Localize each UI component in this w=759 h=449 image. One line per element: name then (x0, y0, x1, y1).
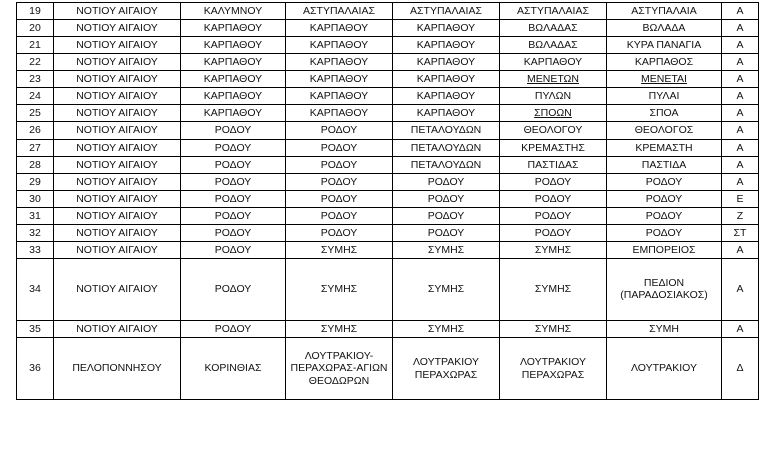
cell-settlement: ΚΡΕΜΑΣΤΗ (607, 139, 722, 156)
cell-regional-unit: ΡΟΔΟΥ (181, 156, 286, 173)
table-row (17, 338, 759, 400)
table-row (17, 105, 759, 122)
cell-index: 35 (17, 320, 54, 337)
cell-community: ΚΑΡΠΑΘΟΥ (500, 54, 607, 71)
table-row (17, 71, 759, 88)
table-row (17, 37, 759, 54)
table-row (17, 88, 759, 105)
cell-index: 21 (17, 37, 54, 54)
cell-category: Α (722, 156, 759, 173)
cell-municipal-unit: ΡΟΔΟΥ (393, 173, 500, 190)
cell-settlement: ΒΩΛΑΔΑ (607, 20, 722, 37)
cell-municipality: ΡΟΔΟΥ (286, 190, 393, 207)
cell-municipality: ΣΥΜΗΣ (286, 258, 393, 320)
cell-municipal-unit: ΚΑΡΠΑΘΟΥ (393, 20, 500, 37)
cell-municipality: ΛΟΥΤΡΑΚΙΟΥ-ΠΕΡΑΧΩΡΑΣ-ΑΓΙΩΝ ΘΕΟΔΩΡΩΝ (286, 338, 393, 400)
cell-region: ΝΟΤΙΟΥ ΑΙΓΑΙΟΥ (54, 37, 181, 54)
table-row (17, 54, 759, 71)
cell-category: Α (722, 37, 759, 54)
cell-region: ΝΟΤΙΟΥ ΑΙΓΑΙΟΥ (54, 173, 181, 190)
cell-municipality: ΚΑΡΠΑΘΟΥ (286, 71, 393, 88)
cell-settlement: ΠΕΔΙΟΝ (ΠΑΡΑΔΟΣΙΑΚΟΣ) (607, 258, 722, 320)
cell-regional-unit: ΡΟΔΟΥ (181, 139, 286, 156)
cell-settlement: ΡΟΔΟΥ (607, 190, 722, 207)
cell-municipal-unit: ΚΑΡΠΑΘΟΥ (393, 37, 500, 54)
settlements-table (16, 2, 759, 400)
cell-category: Α (722, 105, 759, 122)
cell-category: Α (722, 241, 759, 258)
cell-community: ΠΥΛΩΝ (500, 88, 607, 105)
cell-municipality: ΡΟΔΟΥ (286, 207, 393, 224)
cell-regional-unit: ΡΟΔΟΥ (181, 173, 286, 190)
cell-municipality: ΚΑΡΠΑΘΟΥ (286, 37, 393, 54)
cell-municipality: ΣΥΜΗΣ (286, 320, 393, 337)
cell-category: Α (722, 258, 759, 320)
cell-municipality: ΚΑΡΠΑΘΟΥ (286, 20, 393, 37)
cell-community: ΣΥΜΗΣ (500, 241, 607, 258)
cell-region: ΝΟΤΙΟΥ ΑΙΓΑΙΟΥ (54, 3, 181, 20)
cell-region: ΝΟΤΙΟΥ ΑΙΓΑΙΟΥ (54, 156, 181, 173)
cell-region: ΝΟΤΙΟΥ ΑΙΓΑΙΟΥ (54, 88, 181, 105)
cell-regional-unit: ΚΟΡΙΝΘΙΑΣ (181, 338, 286, 400)
cell-community: ΛΟΥΤΡΑΚΙΟΥ ΠΕΡΑΧΩΡΑΣ (500, 338, 607, 400)
cell-settlement: ΘΕΟΛΟΓΟΣ (607, 122, 722, 139)
cell-regional-unit: ΚΑΡΠΑΘΟΥ (181, 71, 286, 88)
cell-municipality: ΚΑΡΠΑΘΟΥ (286, 105, 393, 122)
cell-region: ΝΟΤΙΟΥ ΑΙΓΑΙΟΥ (54, 71, 181, 88)
cell-regional-unit: ΡΟΔΟΥ (181, 207, 286, 224)
table-row (17, 156, 759, 173)
cell-municipal-unit: ΡΟΔΟΥ (393, 224, 500, 241)
table-row (17, 258, 759, 320)
cell-region: ΝΟΤΙΟΥ ΑΙΓΑΙΟΥ (54, 139, 181, 156)
cell-settlement: ΕΜΠΟΡΕΙΟΣ (607, 241, 722, 258)
cell-municipal-unit: ΡΟΔΟΥ (393, 190, 500, 207)
cell-index: 23 (17, 71, 54, 88)
cell-category: Α (722, 173, 759, 190)
cell-municipal-unit: ΡΟΔΟΥ (393, 207, 500, 224)
cell-municipal-unit: ΠΕΤΑΛΟΥΔΩΝ (393, 139, 500, 156)
cell-index: 20 (17, 20, 54, 37)
cell-community: ΡΟΔΟΥ (500, 173, 607, 190)
cell-municipal-unit: ΠΕΤΑΛΟΥΔΩΝ (393, 156, 500, 173)
cell-index: 33 (17, 241, 54, 258)
cell-category: Α (722, 139, 759, 156)
cell-region: ΝΟΤΙΟΥ ΑΙΓΑΙΟΥ (54, 20, 181, 37)
cell-community: ΘΕΟΛΟΓΟΥ (500, 122, 607, 139)
cell-regional-unit: ΡΟΔΟΥ (181, 122, 286, 139)
cell-index: 19 (17, 3, 54, 20)
cell-settlement: ΡΟΔΟΥ (607, 207, 722, 224)
cell-settlement: ΛΟΥΤΡΑΚΙΟΥ (607, 338, 722, 400)
table-row (17, 224, 759, 241)
cell-category: Α (722, 3, 759, 20)
cell-community: ΡΟΔΟΥ (500, 207, 607, 224)
table-row (17, 3, 759, 20)
cell-region: ΝΟΤΙΟΥ ΑΙΓΑΙΟΥ (54, 224, 181, 241)
cell-municipality: ΡΟΔΟΥ (286, 139, 393, 156)
cell-index: 34 (17, 258, 54, 320)
table-row (17, 207, 759, 224)
cell-regional-unit: ΡΟΔΟΥ (181, 241, 286, 258)
cell-municipal-unit: ΑΣΤΥΠΑΛΑΙΑΣ (393, 3, 500, 20)
cell-category: Α (722, 88, 759, 105)
cell-municipality: ΡΟΔΟΥ (286, 224, 393, 241)
document-page (0, 2, 747, 449)
cell-settlement: ΑΣΤΥΠΑΛΑΙΑ (607, 3, 722, 20)
cell-region: ΝΟΤΙΟΥ ΑΙΓΑΙΟΥ (54, 190, 181, 207)
cell-index: 36 (17, 338, 54, 400)
cell-index: 25 (17, 105, 54, 122)
cell-index: 29 (17, 173, 54, 190)
cell-regional-unit: ΚΑΡΠΑΘΟΥ (181, 105, 286, 122)
cell-regional-unit: ΚΑΛΥΜΝΟΥ (181, 3, 286, 20)
cell-community: ΒΩΛΑΔΑΣ (500, 20, 607, 37)
cell-municipality: ΡΟΔΟΥ (286, 156, 393, 173)
table-row (17, 190, 759, 207)
cell-category: Ζ (722, 207, 759, 224)
cell-region: ΝΟΤΙΟΥ ΑΙΓΑΙΟΥ (54, 105, 181, 122)
cell-settlement: ΡΟΔΟΥ (607, 173, 722, 190)
cell-category: Δ (722, 338, 759, 400)
cell-region: ΝΟΤΙΟΥ ΑΙΓΑΙΟΥ (54, 258, 181, 320)
cell-category: Α (722, 71, 759, 88)
table-row (17, 122, 759, 139)
cell-region: ΝΟΤΙΟΥ ΑΙΓΑΙΟΥ (54, 320, 181, 337)
table-row (17, 173, 759, 190)
cell-community: ΚΡΕΜΑΣΤΗΣ (500, 139, 607, 156)
cell-municipality: ΡΟΔΟΥ (286, 173, 393, 190)
cell-regional-unit: ΚΑΡΠΑΘΟΥ (181, 20, 286, 37)
cell-category: Α (722, 320, 759, 337)
cell-municipality: ΣΥΜΗΣ (286, 241, 393, 258)
cell-settlement: ΡΟΔΟΥ (607, 224, 722, 241)
cell-municipality: ΡΟΔΟΥ (286, 122, 393, 139)
cell-settlement: ΠΥΛΑΙ (607, 88, 722, 105)
cell-municipal-unit: ΣΥΜΗΣ (393, 241, 500, 258)
cell-category: ΣΤ (722, 224, 759, 241)
cell-municipal-unit: ΣΥΜΗΣ (393, 320, 500, 337)
cell-settlement: ΣΥΜΗ (607, 320, 722, 337)
cell-index: 22 (17, 54, 54, 71)
cell-index: 30 (17, 190, 54, 207)
cell-category: Α (722, 122, 759, 139)
table-row (17, 241, 759, 258)
cell-regional-unit: ΡΟΔΟΥ (181, 258, 286, 320)
table-row (17, 20, 759, 37)
cell-municipality: ΚΑΡΠΑΘΟΥ (286, 54, 393, 71)
cell-settlement: ΠΑΣΤΙΔΑ (607, 156, 722, 173)
cell-community: ΑΣΤΥΠΑΛΑΙΑΣ (500, 3, 607, 20)
cell-municipality: ΑΣΤΥΠΑΛΑΙΑΣ (286, 3, 393, 20)
cell-community: ΡΟΔΟΥ (500, 190, 607, 207)
cell-municipal-unit: ΚΑΡΠΑΘΟΥ (393, 54, 500, 71)
cell-community: ΒΩΛΑΔΑΣ (500, 37, 607, 54)
cell-community: ΣΠΟΩΝ (500, 105, 607, 122)
cell-settlement: ΜΕΝΕΤΑΙ (607, 71, 722, 88)
cell-regional-unit: ΡΟΔΟΥ (181, 320, 286, 337)
cell-community: ΠΑΣΤΙΔΑΣ (500, 156, 607, 173)
cell-municipal-unit: ΣΥΜΗΣ (393, 258, 500, 320)
table-row (17, 139, 759, 156)
cell-municipal-unit: ΠΕΤΑΛΟΥΔΩΝ (393, 122, 500, 139)
cell-regional-unit: ΚΑΡΠΑΘΟΥ (181, 37, 286, 54)
cell-municipal-unit: ΛΟΥΤΡΑΚΙΟΥ ΠΕΡΑΧΩΡΑΣ (393, 338, 500, 400)
cell-index: 26 (17, 122, 54, 139)
cell-settlement: ΚΥΡΑ ΠΑΝΑΓΙΑ (607, 37, 722, 54)
cell-index: 32 (17, 224, 54, 241)
cell-region: ΠΕΛΟΠΟΝΝΗΣΟΥ (54, 338, 181, 400)
cell-region: ΝΟΤΙΟΥ ΑΙΓΑΙΟΥ (54, 241, 181, 258)
cell-municipal-unit: ΚΑΡΠΑΘΟΥ (393, 105, 500, 122)
cell-region: ΝΟΤΙΟΥ ΑΙΓΑΙΟΥ (54, 207, 181, 224)
cell-settlement: ΣΠΟΑ (607, 105, 722, 122)
cell-region: ΝΟΤΙΟΥ ΑΙΓΑΙΟΥ (54, 54, 181, 71)
cell-municipal-unit: ΚΑΡΠΑΘΟΥ (393, 88, 500, 105)
cell-region: ΝΟΤΙΟΥ ΑΙΓΑΙΟΥ (54, 122, 181, 139)
table-body (17, 3, 759, 400)
cell-community: ΣΥΜΗΣ (500, 258, 607, 320)
table-row (17, 320, 759, 337)
cell-regional-unit: ΡΟΔΟΥ (181, 224, 286, 241)
cell-community: ΜΕΝΕΤΩΝ (500, 71, 607, 88)
cell-index: 31 (17, 207, 54, 224)
cell-category: Α (722, 20, 759, 37)
cell-regional-unit: ΡΟΔΟΥ (181, 190, 286, 207)
cell-index: 24 (17, 88, 54, 105)
cell-municipal-unit: ΚΑΡΠΑΘΟΥ (393, 71, 500, 88)
cell-index: 27 (17, 139, 54, 156)
cell-index: 28 (17, 156, 54, 173)
cell-category: Α (722, 54, 759, 71)
cell-community: ΡΟΔΟΥ (500, 224, 607, 241)
cell-municipality: ΚΑΡΠΑΘΟΥ (286, 88, 393, 105)
cell-category: Ε (722, 190, 759, 207)
cell-regional-unit: ΚΑΡΠΑΘΟΥ (181, 54, 286, 71)
cell-regional-unit: ΚΑΡΠΑΘΟΥ (181, 88, 286, 105)
cell-settlement: ΚΑΡΠΑΘΟΣ (607, 54, 722, 71)
cell-community: ΣΥΜΗΣ (500, 320, 607, 337)
